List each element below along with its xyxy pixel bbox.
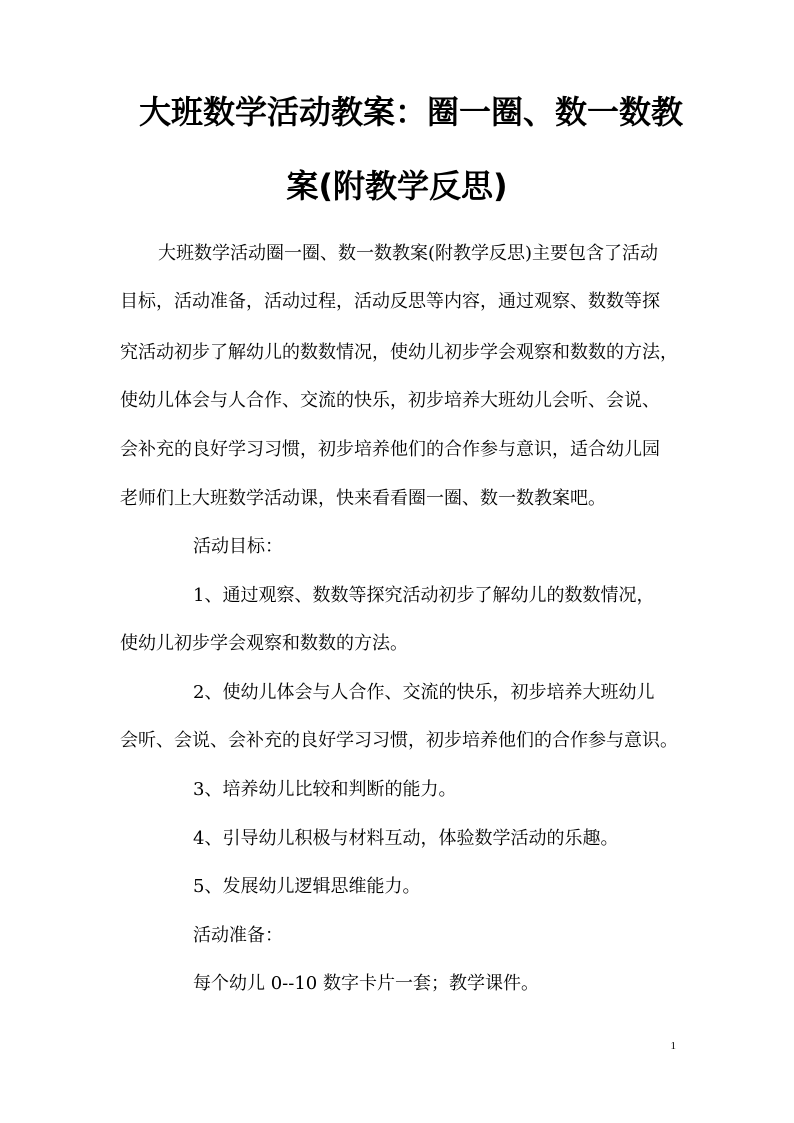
goal-item-3: 3、培养幼儿比较和判断的能力。 — [193, 779, 457, 800]
goal-item-4: 4、引导幼儿积极与材料互动，体验数学活动的乐趣。 — [193, 828, 619, 849]
section-heading-preparation: 活动准备： — [193, 925, 283, 946]
goal-item-2-cont: 会听、会说、会补充的良好学习习惯，初步培养他们的合作参与意识。 — [120, 730, 678, 751]
preparation-item: 每个幼儿 0--10 数字卡片一套；教学课件。 — [193, 973, 539, 994]
goal-item-2: 2、使幼儿体会与人合作、交流的快乐，初步培养大班幼儿 — [193, 682, 655, 703]
section-heading-goals: 活动目标： — [193, 536, 283, 557]
intro-line: 老师们上大班数学活动课，快来看看圈一圈、数一数教案吧。 — [120, 488, 606, 509]
document-title-line-2: 案(附教学反思) — [286, 167, 508, 205]
page-number: 1 — [670, 1040, 676, 1052]
intro-line: 会补充的良好学习习惯，初步培养他们的合作参与意识，适合幼儿园 — [120, 439, 660, 460]
intro-line: 大班数学活动圈一圈、数一数教案(附教学反思)主要包含了活动 — [158, 243, 659, 264]
intro-line: 目标，活动准备，活动过程，活动反思等内容，通过观察、数数等探 — [120, 291, 660, 312]
goal-item-1-cont: 使幼儿初步学会观察和数数的方法。 — [120, 633, 408, 654]
goal-item-1: 1、通过观察、数数等探究活动初步了解幼儿的数数情况， — [193, 585, 655, 606]
intro-line: 究活动初步了解幼儿的数数情况，使幼儿初步学会观察和数数的方法， — [120, 342, 678, 363]
intro-line: 使幼儿体会与人合作、交流的快乐，初步培养大班幼儿会听、会说、 — [120, 390, 660, 411]
goal-item-5: 5、发展幼儿逻辑思维能力。 — [193, 876, 421, 897]
document-title-line-1: 大班数学活动教案：圈一圈、数一数教 — [138, 93, 683, 131]
